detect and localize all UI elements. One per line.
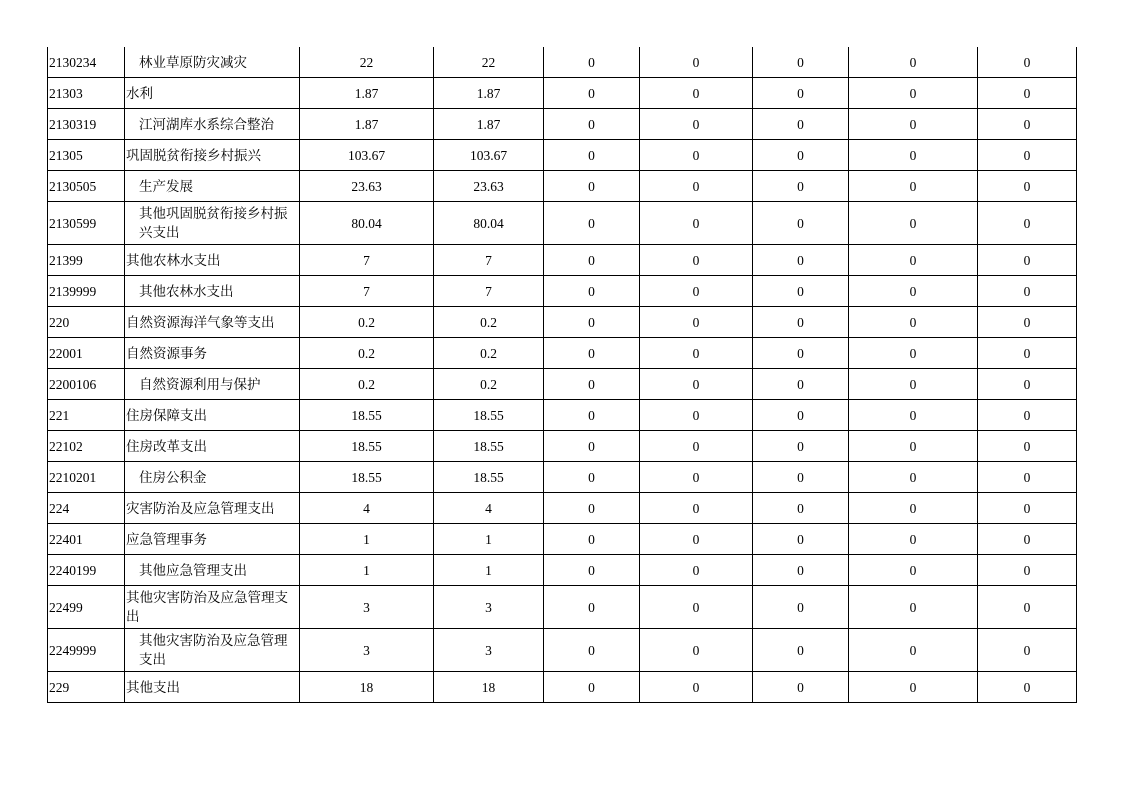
amount-cell: 0 <box>978 629 1077 672</box>
amount-cell: 0 <box>849 369 978 400</box>
amount-cell: 0 <box>753 400 849 431</box>
table-row <box>48 462 1077 493</box>
amount-cell: 22 <box>434 47 544 78</box>
amount-cell: 0 <box>753 78 849 109</box>
subject-name-cell: 自然资源利用与保护 <box>125 369 300 400</box>
amount-cell: 0 <box>753 109 849 140</box>
amount-cell: 1.87 <box>300 78 434 109</box>
amount-cell: 0 <box>640 586 753 629</box>
amount-cell: 18 <box>300 672 434 703</box>
amount-cell: 0 <box>753 672 849 703</box>
amount-cell: 0 <box>544 555 640 586</box>
amount-cell: 0 <box>978 202 1077 245</box>
amount-cell: 0 <box>544 202 640 245</box>
amount-cell: 0 <box>544 586 640 629</box>
amount-cell: 0.2 <box>300 338 434 369</box>
amount-cell: 0 <box>849 555 978 586</box>
amount-cell: 18.55 <box>434 400 544 431</box>
amount-cell: 0 <box>849 493 978 524</box>
amount-cell: 7 <box>434 245 544 276</box>
subject-code-cell: 22102 <box>48 431 125 462</box>
amount-cell: 18.55 <box>300 462 434 493</box>
amount-cell: 18.55 <box>434 431 544 462</box>
amount-cell: 0 <box>849 338 978 369</box>
subject-code-cell: 2200106 <box>48 369 125 400</box>
amount-cell: 23.63 <box>434 171 544 202</box>
amount-cell: 18.55 <box>434 462 544 493</box>
amount-cell: 0 <box>640 400 753 431</box>
subject-code-cell: 2240199 <box>48 555 125 586</box>
amount-cell: 80.04 <box>300 202 434 245</box>
amount-cell: 23.63 <box>300 171 434 202</box>
amount-cell: 0 <box>753 47 849 78</box>
amount-cell: 0 <box>849 307 978 338</box>
subject-name-cell: 江河湖库水系综合整治 <box>125 109 300 140</box>
amount-cell: 0 <box>753 629 849 672</box>
subject-code-cell: 2210201 <box>48 462 125 493</box>
subject-name-cell: 其他灾害防治及应急管理支出 <box>125 586 300 629</box>
amount-cell: 7 <box>300 276 434 307</box>
amount-cell: 0 <box>849 245 978 276</box>
amount-cell: 3 <box>434 629 544 672</box>
amount-cell: 0.2 <box>300 369 434 400</box>
table-row <box>48 586 1077 629</box>
amount-cell: 0 <box>978 555 1077 586</box>
amount-cell: 0 <box>640 672 753 703</box>
amount-cell: 0 <box>978 109 1077 140</box>
subject-code-cell: 22401 <box>48 524 125 555</box>
table-row <box>48 555 1077 586</box>
amount-cell: 0 <box>544 78 640 109</box>
amount-cell: 0 <box>753 493 849 524</box>
subject-code-cell: 220 <box>48 307 125 338</box>
amount-cell: 80.04 <box>434 202 544 245</box>
amount-cell: 0 <box>978 431 1077 462</box>
amount-cell: 0 <box>640 493 753 524</box>
amount-cell: 0 <box>753 369 849 400</box>
amount-cell: 0 <box>978 493 1077 524</box>
amount-cell: 22 <box>300 47 434 78</box>
amount-cell: 0 <box>978 245 1077 276</box>
subject-name-cell: 应急管理事务 <box>125 524 300 555</box>
subject-name-cell: 其他农林水支出 <box>125 245 300 276</box>
amount-cell: 0 <box>753 524 849 555</box>
amount-cell: 0 <box>849 47 978 78</box>
table-row <box>48 629 1077 672</box>
amount-cell: 0 <box>978 369 1077 400</box>
subject-code-cell: 22001 <box>48 338 125 369</box>
subject-code-cell: 2130599 <box>48 202 125 245</box>
table-row <box>48 109 1077 140</box>
subject-code-cell: 2249999 <box>48 629 125 672</box>
amount-cell: 0 <box>849 140 978 171</box>
subject-code-cell: 21303 <box>48 78 125 109</box>
amount-cell: 0 <box>753 338 849 369</box>
table-row <box>48 47 1077 78</box>
amount-cell: 1.87 <box>434 109 544 140</box>
budget-table-page <box>47 47 1076 703</box>
amount-cell: 0 <box>640 524 753 555</box>
amount-cell: 0 <box>544 629 640 672</box>
amount-cell: 0.2 <box>434 369 544 400</box>
amount-cell: 3 <box>300 586 434 629</box>
amount-cell: 0 <box>640 276 753 307</box>
table-row <box>48 338 1077 369</box>
amount-cell: 0 <box>849 629 978 672</box>
amount-cell: 0 <box>753 431 849 462</box>
amount-cell: 7 <box>434 276 544 307</box>
amount-cell: 1.87 <box>300 109 434 140</box>
amount-cell: 0 <box>849 431 978 462</box>
amount-cell: 4 <box>434 493 544 524</box>
amount-cell: 0 <box>849 171 978 202</box>
amount-cell: 0 <box>753 276 849 307</box>
amount-cell: 0 <box>544 109 640 140</box>
amount-cell: 0 <box>544 400 640 431</box>
amount-cell: 0 <box>640 245 753 276</box>
subject-name-cell: 自然资源事务 <box>125 338 300 369</box>
amount-cell: 0.2 <box>434 338 544 369</box>
subject-code-cell: 221 <box>48 400 125 431</box>
amount-cell: 0 <box>978 586 1077 629</box>
amount-cell: 0 <box>753 555 849 586</box>
amount-cell: 0 <box>544 276 640 307</box>
amount-cell: 0 <box>753 202 849 245</box>
amount-cell: 0 <box>849 202 978 245</box>
amount-cell: 0 <box>640 307 753 338</box>
table-row <box>48 140 1077 171</box>
subject-name-cell: 住房公积金 <box>125 462 300 493</box>
subject-code-cell: 229 <box>48 672 125 703</box>
amount-cell: 0 <box>640 369 753 400</box>
amount-cell: 0 <box>849 109 978 140</box>
amount-cell: 0.2 <box>300 307 434 338</box>
amount-cell: 3 <box>434 586 544 629</box>
amount-cell: 0 <box>544 338 640 369</box>
amount-cell: 0 <box>640 109 753 140</box>
amount-cell: 0 <box>640 338 753 369</box>
amount-cell: 0 <box>978 338 1077 369</box>
amount-cell: 18 <box>434 672 544 703</box>
amount-cell: 0 <box>544 493 640 524</box>
subject-name-cell: 住房改革支出 <box>125 431 300 462</box>
table-row <box>48 171 1077 202</box>
subject-name-cell: 林业草原防灾减灾 <box>125 47 300 78</box>
amount-cell: 0 <box>978 276 1077 307</box>
table-row <box>48 493 1077 524</box>
amount-cell: 0 <box>753 171 849 202</box>
amount-cell: 0 <box>640 171 753 202</box>
amount-cell: 3 <box>300 629 434 672</box>
amount-cell: 0 <box>978 462 1077 493</box>
subject-name-cell: 灾害防治及应急管理支出 <box>125 493 300 524</box>
subject-name-cell: 其他农林水支出 <box>125 276 300 307</box>
amount-cell: 0 <box>978 78 1077 109</box>
subject-code-cell: 224 <box>48 493 125 524</box>
amount-cell: 0 <box>544 524 640 555</box>
amount-cell: 0 <box>978 307 1077 338</box>
subject-name-cell: 水利 <box>125 78 300 109</box>
amount-cell: 0 <box>544 171 640 202</box>
subject-name-cell: 生产发展 <box>125 171 300 202</box>
amount-cell: 1 <box>434 555 544 586</box>
amount-cell: 0 <box>544 672 640 703</box>
amount-cell: 0 <box>978 672 1077 703</box>
amount-cell: 0 <box>640 462 753 493</box>
amount-cell: 0 <box>849 276 978 307</box>
amount-cell: 0 <box>544 245 640 276</box>
amount-cell: 0 <box>544 307 640 338</box>
amount-cell: 1 <box>434 524 544 555</box>
amount-cell: 0 <box>849 462 978 493</box>
amount-cell: 1.87 <box>434 78 544 109</box>
amount-cell: 0 <box>640 47 753 78</box>
amount-cell: 0 <box>544 140 640 171</box>
amount-cell: 0 <box>849 78 978 109</box>
budget-table <box>47 47 1077 703</box>
table-row <box>48 276 1077 307</box>
amount-cell: 0 <box>640 140 753 171</box>
table-row <box>48 78 1077 109</box>
amount-cell: 7 <box>300 245 434 276</box>
subject-code-cell: 22499 <box>48 586 125 629</box>
amount-cell: 0 <box>978 171 1077 202</box>
table-row <box>48 524 1077 555</box>
amount-cell: 0 <box>849 586 978 629</box>
amount-cell: 0 <box>640 629 753 672</box>
amount-cell: 0 <box>544 47 640 78</box>
subject-code-cell: 21399 <box>48 245 125 276</box>
amount-cell: 0 <box>753 462 849 493</box>
subject-name-cell: 巩固脱贫衔接乡村振兴 <box>125 140 300 171</box>
amount-cell: 0 <box>849 672 978 703</box>
amount-cell: 0 <box>640 202 753 245</box>
amount-cell: 18.55 <box>300 431 434 462</box>
amount-cell: 0 <box>978 47 1077 78</box>
subject-code-cell: 2130234 <box>48 47 125 78</box>
table-row <box>48 672 1077 703</box>
amount-cell: 0 <box>544 431 640 462</box>
amount-cell: 0 <box>849 524 978 555</box>
amount-cell: 0 <box>640 78 753 109</box>
amount-cell: 0 <box>978 400 1077 431</box>
amount-cell: 0 <box>753 140 849 171</box>
subject-code-cell: 21305 <box>48 140 125 171</box>
subject-name-cell: 其他巩固脱贫衔接乡村振兴支出 <box>125 202 300 245</box>
subject-code-cell: 2139999 <box>48 276 125 307</box>
subject-code-cell: 2130505 <box>48 171 125 202</box>
amount-cell: 0 <box>849 400 978 431</box>
table-row <box>48 369 1077 400</box>
amount-cell: 0 <box>640 431 753 462</box>
subject-name-cell: 其他灾害防治及应急管理支出 <box>125 629 300 672</box>
subject-name-cell: 其他支出 <box>125 672 300 703</box>
table-row <box>48 400 1077 431</box>
amount-cell: 0 <box>640 555 753 586</box>
amount-cell: 0 <box>544 462 640 493</box>
amount-cell: 0 <box>753 245 849 276</box>
amount-cell: 0 <box>753 307 849 338</box>
amount-cell: 4 <box>300 493 434 524</box>
table-row <box>48 202 1077 245</box>
amount-cell: 0 <box>978 524 1077 555</box>
amount-cell: 0 <box>978 140 1077 171</box>
amount-cell: 0 <box>544 369 640 400</box>
amount-cell: 1 <box>300 524 434 555</box>
amount-cell: 1 <box>300 555 434 586</box>
amount-cell: 0.2 <box>434 307 544 338</box>
subject-name-cell: 其他应急管理支出 <box>125 555 300 586</box>
amount-cell: 18.55 <box>300 400 434 431</box>
table-row <box>48 431 1077 462</box>
amount-cell: 103.67 <box>434 140 544 171</box>
subject-name-cell: 自然资源海洋气象等支出 <box>125 307 300 338</box>
subject-name-cell: 住房保障支出 <box>125 400 300 431</box>
table-row <box>48 307 1077 338</box>
amount-cell: 0 <box>753 586 849 629</box>
table-row <box>48 245 1077 276</box>
table-body <box>48 47 1077 703</box>
amount-cell: 103.67 <box>300 140 434 171</box>
subject-code-cell: 2130319 <box>48 109 125 140</box>
